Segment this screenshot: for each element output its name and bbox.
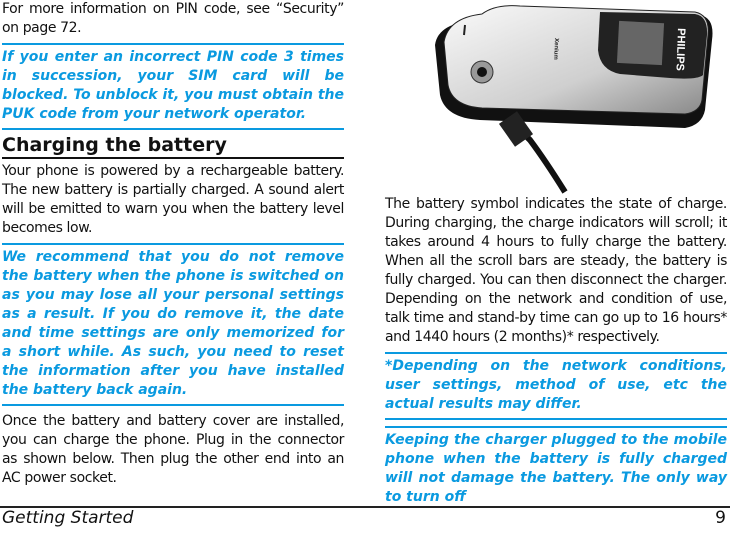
phone-brand-logo: PHILIPS — [673, 27, 687, 72]
charging-paragraph: Once the battery and battery cover are installed, you can charge the phone. Plug in the connector as shown below. Then plug the other end into an AC power socket. — [2, 413, 344, 486]
battery-symbol-paragraph: The battery symbol indicates the state of charge. During charging, the charge indicators will scroll; it takes around 4 hours to fully charge the battery. When all the scroll bars are steady, the battery is fully charged. You can then disconnect the charger. Depending on the network and condition of use, talk time and stand-by time can go up to 16 hours* and 1440 hours (2 months)* respectively. — [385, 196, 727, 345]
section-heading: Charging the battery — [2, 136, 344, 159]
charger-note: Keeping the charger plugged to the mobile phone when the battery is fully charged will not damage the battery. The only way to turn off — [385, 426, 727, 511]
right-column — [385, 195, 727, 517]
network-conditions-note: *Depending on the network conditions, user settings, method of use, etc the actual results may differ. — [385, 352, 727, 420]
phone-charging-illustration — [420, 0, 720, 195]
battery-paragraph: Your phone is powered by a rechargeable battery. The new battery is partially charged. A sound alert will be emitted to warn you when the battery level becomes low. — [2, 163, 344, 236]
phone-model-label: Xenium — [552, 37, 559, 60]
pin-warning-note: If you enter an incorrect PIN code 3 times in succession, your SIM card will be blocked. To unblock it, you must obtain the PUK code from your network operator. — [2, 43, 344, 130]
left-column — [2, 0, 344, 488]
page-number: 9 — [715, 508, 726, 528]
battery-removal-note: We recommend that you do not remove the battery when the phone is switched on as you may lose all your personal settings as a result. If you do remove it, the date and time settings are only memorized for a short while. As such, you need to reset the information after you have installed the battery back again. — [2, 243, 344, 406]
intro-paragraph: For more information on PIN code, see “Security” on page 72. — [2, 1, 344, 36]
footer-section-title: Getting Started — [2, 508, 134, 528]
